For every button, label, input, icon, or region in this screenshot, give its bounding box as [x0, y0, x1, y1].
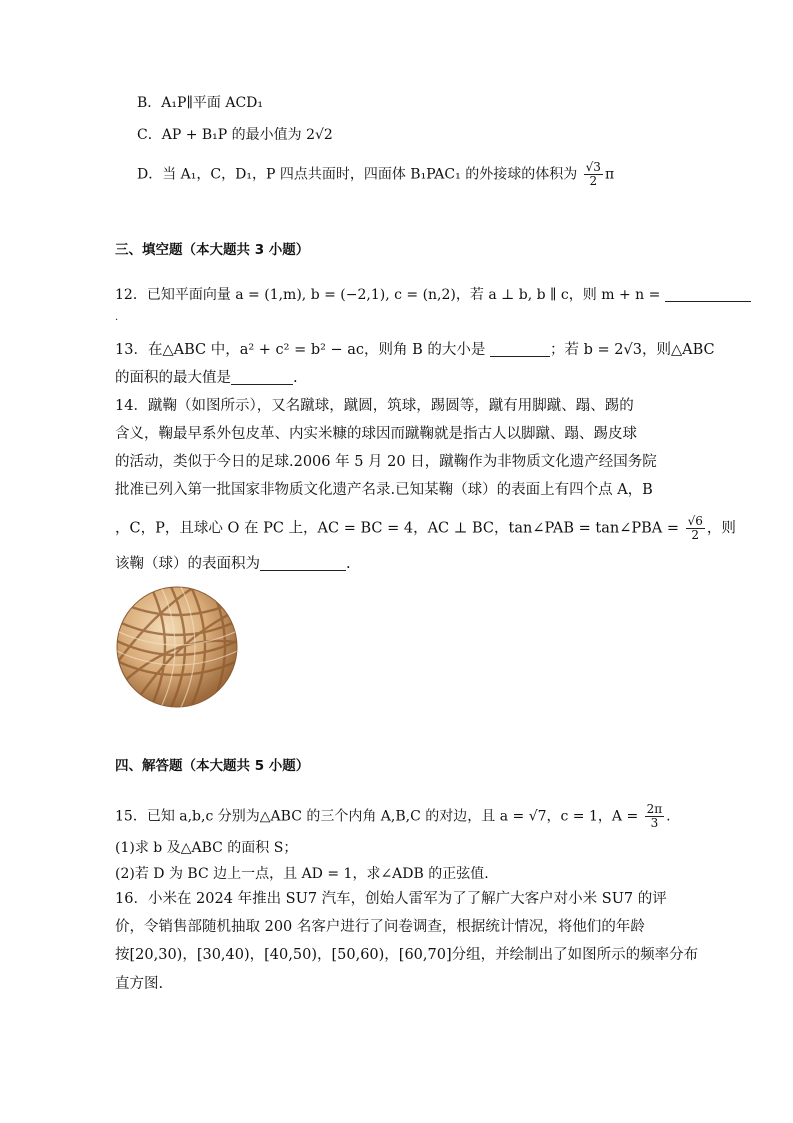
- question-14-frac-den: 2: [691, 528, 700, 542]
- question-14-line-5-text: ，C，P，且球心 O 在 PC 上，AC = BC = 4，AC ⊥ BC，tan∠PAB = tan∠PBA =: [115, 520, 679, 537]
- option-d-label: D．: [137, 166, 163, 183]
- question-14-line-3: 的活动，类似于今日的足球.2006 年 5 月 20 日，蹴鞠作为非物质文化遗产经国务院: [115, 454, 657, 470]
- question-13-blank-1: [490, 342, 550, 357]
- question-13-line-1: [115, 340, 715, 360]
- question-15-fraction: [645, 803, 665, 830]
- question-15-frac-num: 2π: [646, 802, 663, 816]
- option-c-label: C．: [137, 127, 162, 143]
- option-c-text: AP + B₁P 的最小值为 2√2: [161, 127, 333, 143]
- question-13-text-b: ；若 b = 2√3，则△ABC: [550, 342, 715, 358]
- question-14-line-6: [115, 554, 351, 574]
- question-12-blank: [665, 287, 751, 302]
- question-14-line-1: 14．蹴鞠（如图所示），又名蹴球，蹴圆，筑球，踢圆等，蹴有用脚蹴、蹋、踢的: [115, 398, 634, 414]
- question-14-fraction: [686, 515, 705, 542]
- question-13-end: .: [293, 370, 298, 386]
- question-14-line-6-text: 该鞠（球）的表面积为: [115, 556, 260, 572]
- question-12: [115, 285, 751, 305]
- question-15-part-2: (2)若 D 为 BC 边上一点，且 AD = 1，求∠ADB 的正弦值.: [115, 866, 489, 882]
- question-16-line-4: 直方图.: [115, 976, 164, 992]
- section-3-heading: 三、填空题（本大题共 3 小题）: [115, 242, 310, 258]
- option-b-label: B．: [137, 95, 162, 111]
- option-c: [137, 125, 333, 145]
- question-13-line-2: [115, 368, 298, 388]
- question-14-frac-num: √6: [687, 514, 703, 528]
- question-15-end: .: [666, 808, 671, 825]
- question-14-blank: [260, 556, 346, 571]
- question-15-frac-den: 3: [650, 816, 659, 830]
- section-4-heading: 四、解答题（本大题共 5 小题）: [115, 758, 310, 774]
- option-d-frac-num: √3: [585, 160, 601, 174]
- question-12-text: 12．已知平面向量 a = (1,m), b = (−2,1), c = (n,2)，若 a ⊥ b, b ∥ c，则 m + n =: [115, 287, 661, 303]
- option-d-pi: π: [604, 166, 615, 183]
- option-d-fraction: [584, 161, 603, 188]
- question-14-line-2: 含义，鞠最早系外包皮革、内实米糠的球因而蹴鞠就是指古人以脚蹴、蹋、踢皮球: [115, 426, 637, 442]
- option-b: [137, 93, 263, 113]
- question-12-cont: .: [115, 312, 119, 323]
- question-14-line-6-end: .: [346, 556, 351, 572]
- question-16-line-1: 16．小米在 2024 年推出 SU7 汽车，创始人雷军为了了解广大客户对小米 SU7 的评: [115, 891, 667, 907]
- question-16-line-3: 按[20,30)，[30,40)，[40,50)，[50,60)，[60,70]分组，并绘制出了如图所示的频率分布: [115, 947, 699, 963]
- question-15-line-1: [115, 803, 671, 830]
- option-b-text: A₁P∥平面 ACD₁: [161, 95, 264, 111]
- question-13-blank-2: [231, 370, 293, 385]
- question-14-line-5: [115, 515, 736, 542]
- question-13-text-a: 13．在△ABC 中，a² + c² = b² − ac，则角 B 的大小是: [115, 342, 486, 358]
- question-13-text-c: 的面积的最大值是: [115, 370, 231, 386]
- question-15-text: 15．已知 a,b,c 分别为△ABC 的三个内角 A,B,C 的对边，且 a = √7，c = 1，A =: [115, 808, 639, 825]
- cuju-ball-image: [115, 585, 239, 709]
- option-d-frac-den: 2: [589, 174, 598, 188]
- option-d-text: 当 A₁，C，D₁，P 四点共面时，四面体 B₁PAC₁ 的外接球的体积为: [162, 166, 578, 183]
- option-d: [137, 161, 614, 188]
- question-14-line-4: 批准已列入第一批国家非物质文化遗产名录.已知某鞠（球）的表面上有四个点 A，B: [115, 482, 653, 498]
- question-15-part-1: (1)求 b 及△ABC 的面积 S；: [115, 840, 298, 856]
- question-14-line-5-end: ，则: [706, 520, 736, 537]
- question-16-line-2: 价，令销售部随机抽取 200 名客户进行了问卷调查，根据统计情况，将他们的年龄: [115, 919, 645, 935]
